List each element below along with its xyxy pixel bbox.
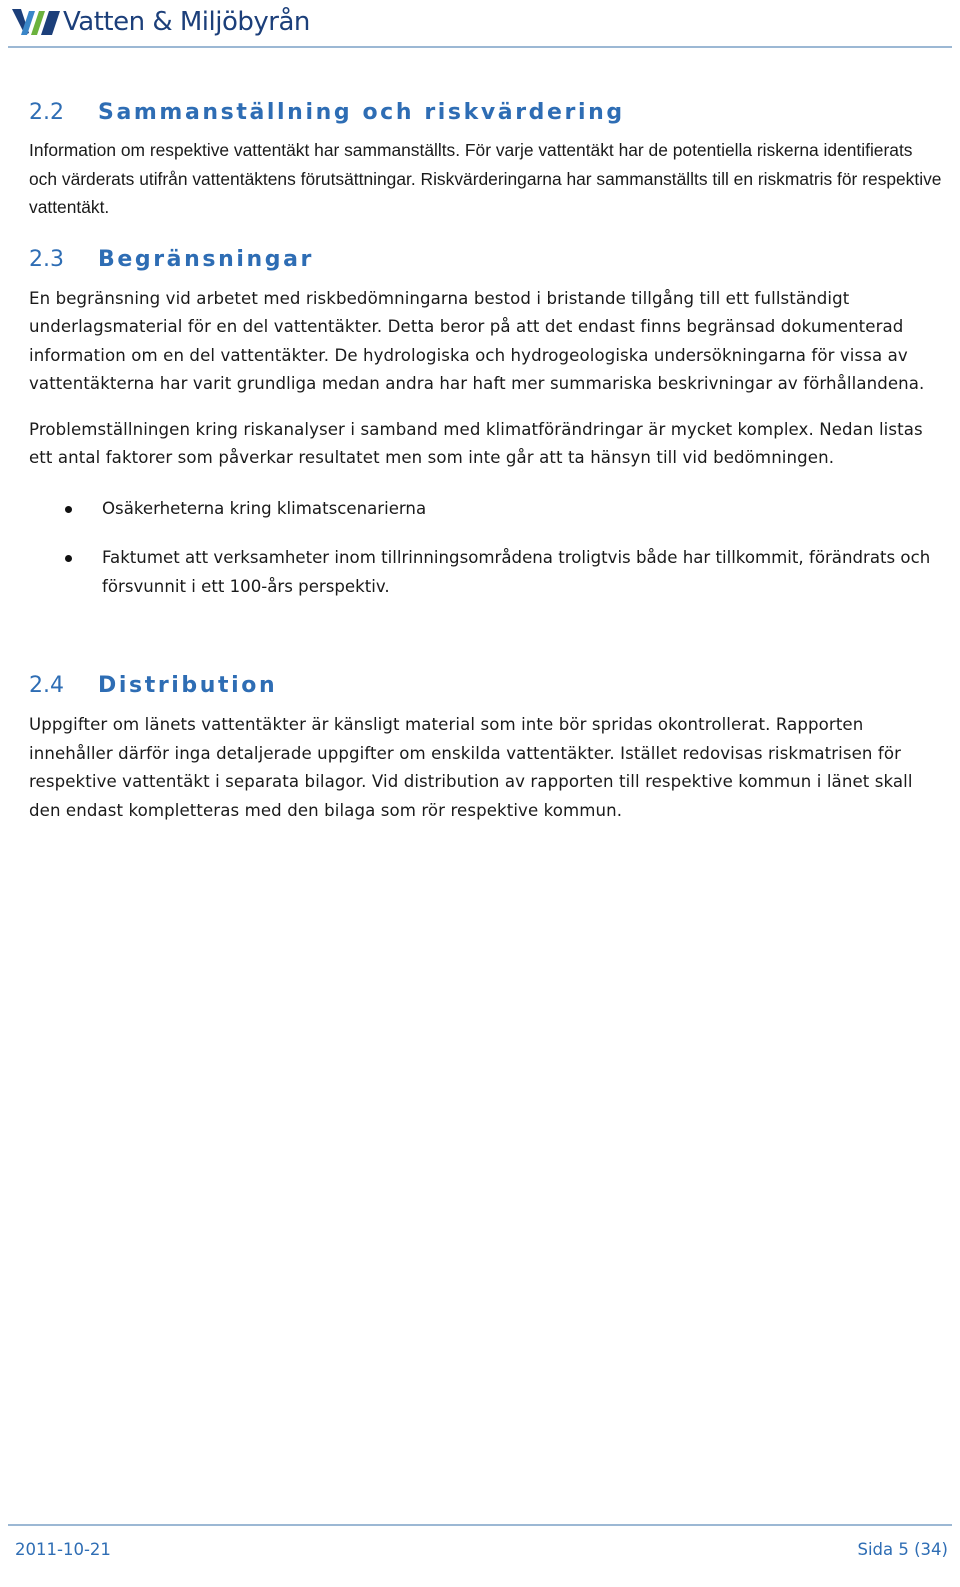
section-number: 2.4 xyxy=(29,673,64,698)
page-footer xyxy=(8,1524,952,1559)
section-title: Distribution xyxy=(98,673,278,698)
paragraph: Problemställningen kring riskanalyser i samband med klimatförändringar är mycket komplex. Nedan listas ett antal faktorer som påverkar resultatet men som inte går att ta hänsyn till vid bedömningen. xyxy=(29,419,923,467)
section-number: 2.2 xyxy=(29,100,64,125)
brand-name: Vatten & Miljöbyrån xyxy=(63,7,310,37)
footer-date: 2011-10-21 xyxy=(15,1540,111,1559)
company-logo xyxy=(12,2,310,42)
section-2-4 xyxy=(29,669,944,825)
section-heading xyxy=(29,669,944,703)
factor-list xyxy=(29,495,944,602)
section-heading xyxy=(29,243,944,277)
section-2-3 xyxy=(29,243,944,602)
section-2-2 xyxy=(29,96,944,222)
list-item-text: Osäkerheterna kring klimatscenarierna xyxy=(102,498,427,518)
paragraph: Information om respektive vattentäkt har sammanställts. För varje vattentäkt har de potentiella riskerna identifierats och värderats utifrån vattentäktens förutsättningar. Riskvärderingarna har sammanställts till en riskmatris för respektive vattentäkt. xyxy=(29,140,942,217)
bullet-icon xyxy=(65,555,72,562)
section-title: Begränsningar xyxy=(98,246,314,272)
document-body xyxy=(29,96,944,825)
section-title: Sammanställning och riskvärdering xyxy=(98,100,625,125)
paragraph: Uppgifter om länets vattentäkter är känsligt material som inte bör spridas okontrollerat. Rapporten innehåller därför inga detaljerade uppgifter om enskilda vattentäkter. Istället redovisas riskmatrisen för respektive vattentäkt i separata bilagor. Vid distribution av rapporten till respektive kommun i länet skall den endast kompletteras med den bilaga som rör respektive kommun. xyxy=(29,715,913,820)
list-item xyxy=(29,544,944,601)
list-item xyxy=(29,495,944,524)
list-item-text: Faktumet att verksamheter inom tillrinningsområdena troligtvis både har tillkommit, förändrats och försvunnit i ett 100-års perspektiv. xyxy=(102,548,931,596)
section-number: 2.3 xyxy=(29,246,64,272)
logo-mark-icon xyxy=(12,7,62,37)
page-header xyxy=(8,0,952,48)
bullet-icon xyxy=(65,506,72,513)
page-number: Sida 5 (34) xyxy=(857,1540,948,1559)
section-heading xyxy=(29,96,944,130)
paragraph: En begränsning vid arbetet med riskbedömningarna bestod i bristande tillgång till ett fullständigt underlagsmaterial för en del vattentäkter. Detta beror på att det endast finns begränsad dokumenterad information om en del vattentäkter. De hydrologiska och hydrogeologiska undersökningarna för vissa av vattentäkterna har varit grundliga medan andra har haft mer summariska beskrivningar av förhållandena. xyxy=(29,288,925,393)
